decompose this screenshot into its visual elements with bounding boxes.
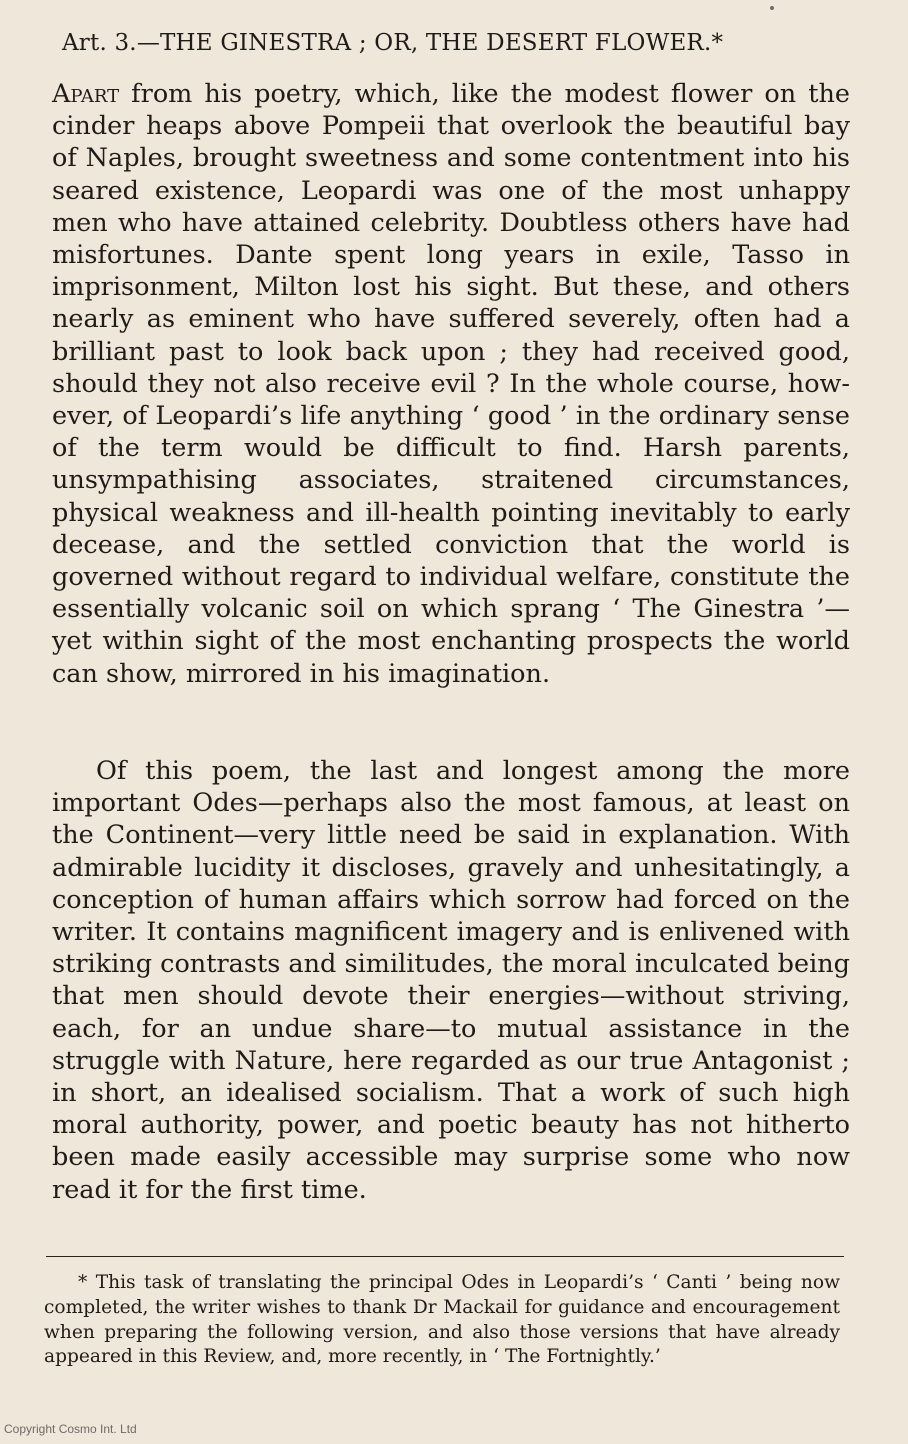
paragraph-1 [52,78,850,690]
paragraph-1-lead: Apart [52,79,120,109]
copyright-watermark: Copyright Cosmo Int. Ltd [4,1422,137,1436]
paragraph-1-text: from his poetry, which, like the modest flower on the cinder heaps above Pompeii that overlook the beautiful bay of Naples, brought sweetness and some contentment into his seared existence, Leopardi was one of the most unhappy men who have attained celebrity. Doubtless others have had misfortunes. Dante spent long years in exile, Tasso in imprisonment, Milton lost his sight. But these, and others nearly as eminent who have suffered severely, often had a brilliant past to look back upon ; they had received good, should they not also receive evil ? In the whole course, however, of Leopardi’s life anything ‘ good ’ in the ordinary sense of the term would be difficult to find. Harsh parents, unsympathising associates, straitened circumstances, physical weakness and ill-health pointing inevitably to early decease, and the settled conviction that the world is governed without regard to individual welfare, constitute the essentially volcanic soil on which sprang ‘ The Ginestra ’—yet within sight of the most enchanting prospects the world can show, mirrored in his imagination. [52,79,850,689]
article-heading: Art. 3.—THE GINESTRA ; OR, THE DESERT FLOWER.* [62,30,724,56]
page-speck [770,6,774,10]
footnote-divider [46,1256,844,1257]
paragraph-2: Of this poem, the last and longest among the more important Odes—perhaps also the most famous, at least on the Continent—very little need be said in explanation. With admirable lucidity it discloses, gravely and unhesitatingly, a conception of human affairs which sorrow had forced on the writer. It contains magnificent imagery and is enlivened with striking contrasts and similitudes, the moral inculcated being that men should devote their energies—without striving, each, for an undue share—to mutual assistance in the struggle with Nature, here regarded as our true Antagonist ; in short, an idealised socialism. That a work of such high moral authority, power, and poetic beauty has not hitherto been made easily accessible may surprise some who now read it for the first time. [52,756,850,1205]
footnote: * This task of translating the principal Odes in Leopardi’s ‘ Canti ’ being now completed, the writer wishes to thank Dr Mackail for guidance and encouragement when preparing the following version, and also those versions that have already appeared in this Review, and, more recently, in ‘ The Fortnightly.’ [44,1272,840,1368]
